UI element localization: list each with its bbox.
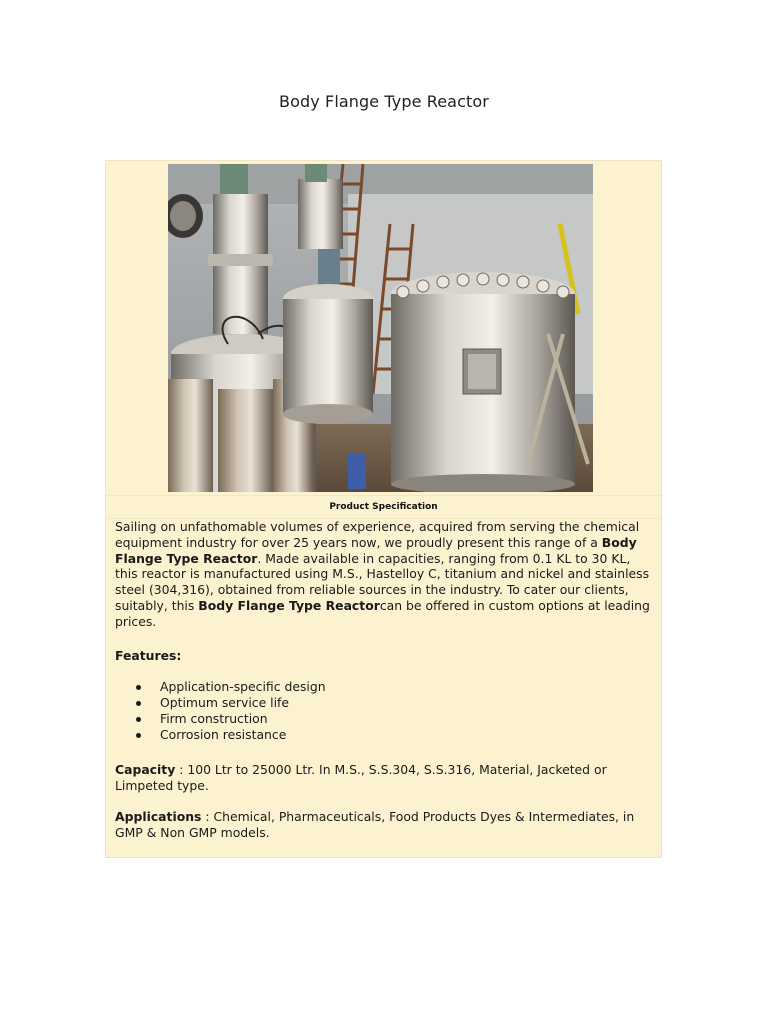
features-list: [115, 679, 655, 743]
applications-paragraph: Applications : Chemical, Pharmaceuticals, Food Products Dyes & Intermediates, in GMP & Non GMP models.: [115, 808, 635, 840]
product-name: Body Flange Type Reactor: [115, 534, 637, 566]
content-body: [115, 519, 655, 841]
spec-heading: Product Specification: [106, 495, 661, 519]
features-heading: Features:: [115, 647, 182, 663]
list-item: Corrosion resistance: [160, 727, 655, 743]
list-item: Application-specific design: [160, 679, 655, 695]
applications-label: Applications: [115, 808, 202, 824]
list-item: Firm construction: [160, 711, 655, 727]
page-title: Body Flange Type Reactor: [279, 92, 489, 111]
product-panel: [105, 160, 662, 858]
capacity-label: Capacity: [115, 762, 176, 778]
list-item: Optimum service life: [160, 695, 655, 711]
product-name: Body Flange Type Reactor: [198, 597, 380, 613]
intro-paragraph: Sailing on unfathomable volumes of experience, acquired from serving the chemical equipment industry for over 25 years now, we proudly present this range of a Body Flange Type Reactor. Made available in capacities, ranging from 0.1 KL to 30 KL, this reactor is manufactured using M.S., Hastelloy C, titanium and nickel and stainless steel (304,316), obtained from reliable sources in the industry. To cater our clients, suitably, this Body Flange Type Reactorcan be offered in custom options at leading prices.: [115, 519, 650, 629]
reactor-photo: [168, 164, 593, 492]
capacity-paragraph: Capacity : 100 Ltr to 25000 Ltr. In M.S., S.S.304, S.S.316, Material, Jacketed or Limpeted type.: [115, 762, 607, 794]
